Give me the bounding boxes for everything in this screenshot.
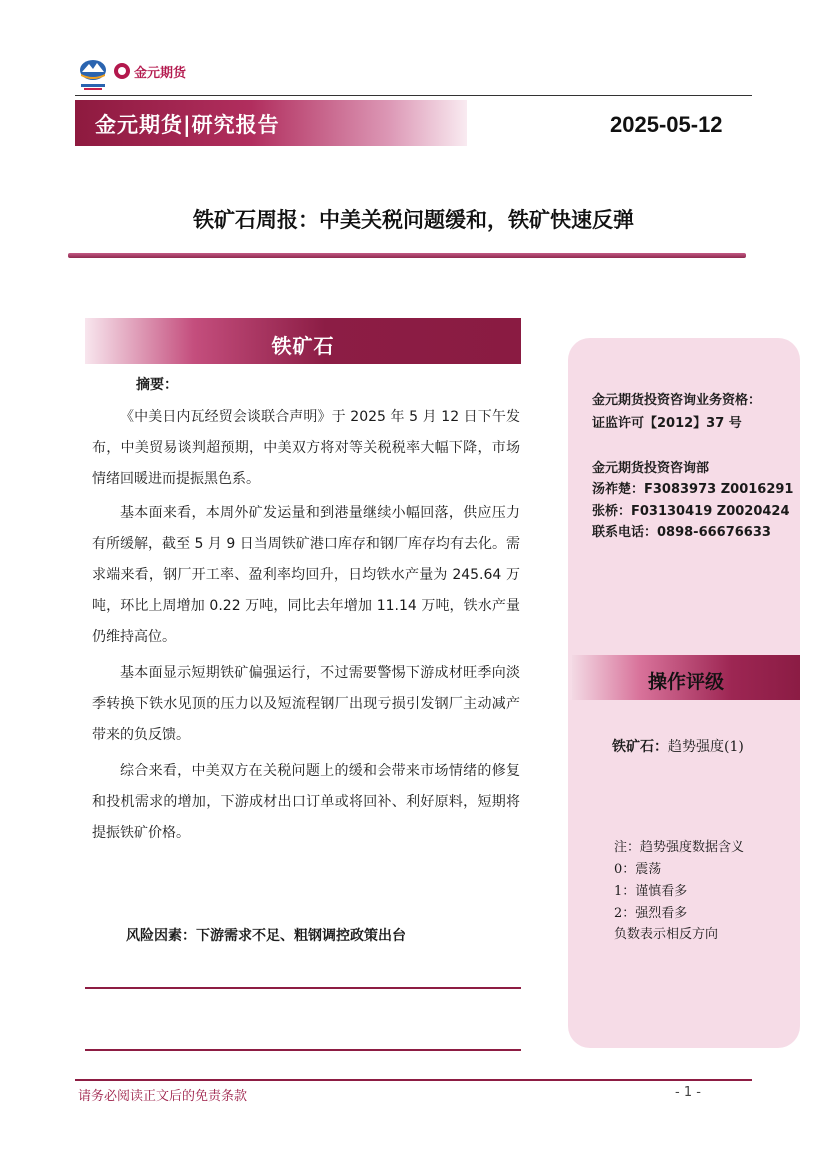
- section-title: 铁矿石: [271, 334, 335, 358]
- header-separator: |: [183, 113, 192, 137]
- rating-value: 趋势强度(1): [668, 739, 744, 755]
- rating-note: 负数表示相反方向: [614, 927, 719, 942]
- page-title: 铁矿石周报：中美关税问题缓和，铁矿快速反弹: [193, 208, 634, 232]
- jinyuan-logo: [112, 60, 194, 84]
- rating-note: 注：趋势强度数据含义: [614, 840, 745, 855]
- exchange-logo-icon: [78, 58, 108, 92]
- analyst-contact: 汤祚楚：F3083973 Z0016291: [592, 482, 794, 497]
- rating-title: 操作评级: [647, 671, 724, 693]
- footer-rule: [75, 1079, 752, 1081]
- report-type: 研究报告: [191, 113, 280, 137]
- qualification-title: 金元期货投资咨询业务资格：: [592, 393, 762, 408]
- page-number: - 1 -: [675, 1085, 701, 1100]
- jinyuan-logo-icon: [114, 63, 130, 79]
- risk-factors: 风险因素：下游需求不足、粗钢调控政策出台: [126, 928, 406, 944]
- phone-contact: 联系电话：0898-66676633: [592, 525, 771, 540]
- abstract-label: 摘要：: [136, 377, 178, 393]
- brand-name: 金元期货: [95, 113, 183, 137]
- header-rule: [75, 95, 752, 96]
- divider: [85, 987, 521, 989]
- abstract-paragraph: 《中美日内瓦经贸会谈联合声明》于 2025 年 5 月 12 日下午发布，中美贸易谈判超预期，中美双方将对等关税税率大幅下降，市场情绪回暖进而提振黑色系。: [92, 409, 520, 487]
- report-date: 2025-05-12: [610, 112, 723, 137]
- rating-name: 铁矿石：: [612, 739, 668, 755]
- header-title: [95, 109, 280, 139]
- analyst-contact: 张桥：F03130419 Z0020424: [592, 504, 790, 519]
- qualification-license: 证监许可【2012】37 号: [592, 416, 742, 431]
- rating-note: 2：强烈看多: [614, 906, 688, 921]
- rating-note: 1：谨慎看多: [614, 884, 688, 899]
- title-rule: [68, 253, 746, 258]
- footer-disclaimer: 请务必阅读正文后的免责条款: [78, 1089, 248, 1104]
- rating-note: 0：震荡: [614, 862, 662, 877]
- abstract-paragraph: 基本面来看，本周外矿发运量和到港量继续小幅回落，供应压力有所缓解，截至 5 月 9 日当周铁矿港口库存和钢厂库存均有去化。需求端来看，钢厂开工率、盈利率均回升，日均铁水产量为 245.64 万吨，环比上周增加 0.22 万吨，同比去年增加 11.14 万吨，铁水产量仍维持高位。: [92, 505, 520, 645]
- rating-line: [612, 736, 744, 756]
- department-title: 金元期货投资咨询部: [592, 461, 710, 476]
- abstract-paragraph: 综合来看，中美双方在关税问题上的缓和会带来市场情绪的修复和投机需求的增加，下游成材出口订单或将回补、利好原料，短期将提振铁矿价格。: [92, 763, 520, 841]
- abstract-paragraph: 基本面显示短期铁矿偏强运行，不过需要警惕下游成材旺季向淡季转换下铁水见顶的压力以及短流程钢厂出现亏损引发钢厂主动减产带来的负反馈。: [92, 665, 520, 743]
- logo-text: 金元期货: [134, 66, 187, 81]
- divider: [85, 1049, 521, 1051]
